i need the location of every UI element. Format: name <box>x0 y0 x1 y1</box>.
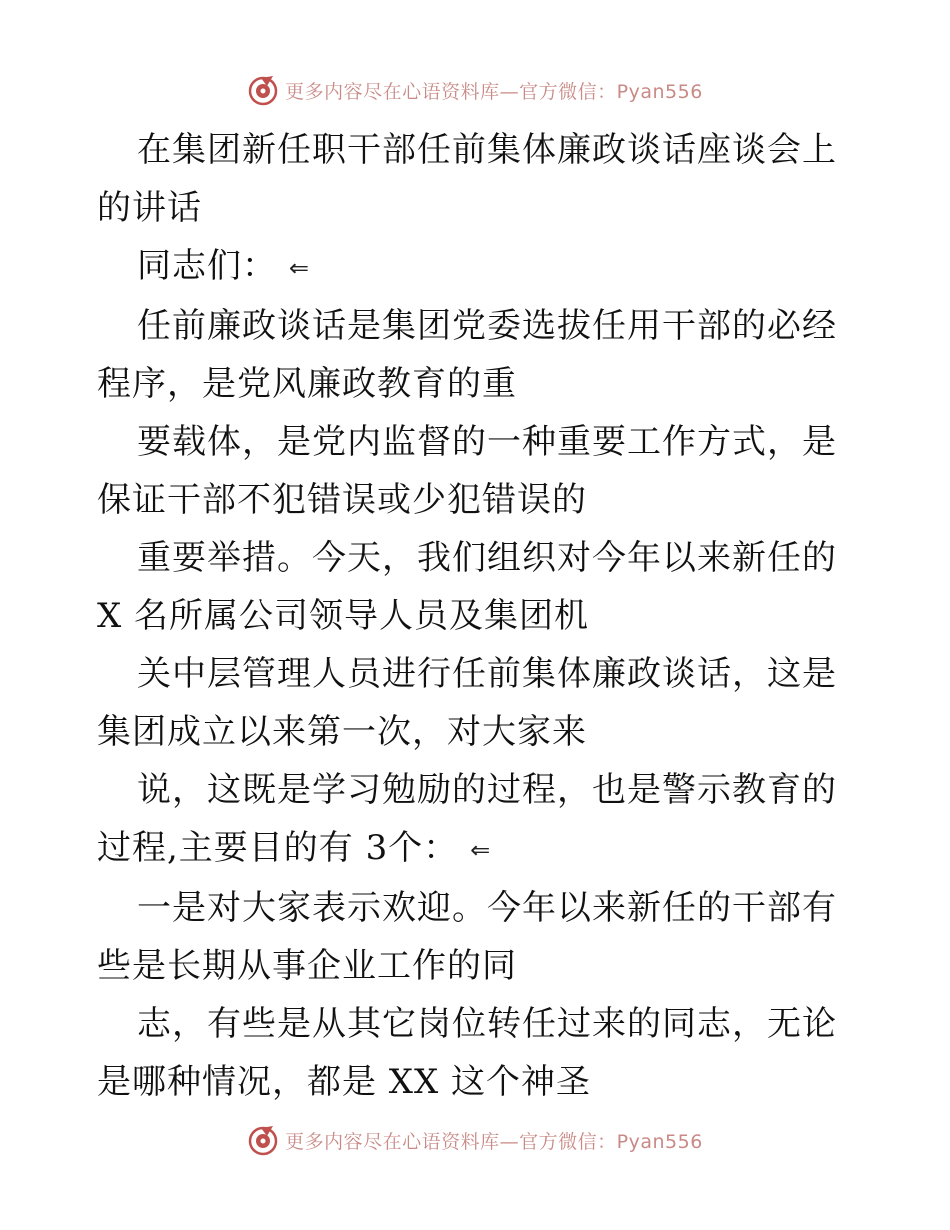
salutation: 同志们： ⇐ <box>137 246 310 286</box>
watermark-header <box>0 70 950 110</box>
paragraph: 一是对大家表示欢迎。今年以来新任的干部有些是长期从事企业工作的同 <box>97 888 837 986</box>
document-body <box>97 121 853 1111</box>
watermark-footer <box>0 1120 950 1160</box>
line-end-mark: ⇐ <box>288 254 310 282</box>
document-title: 在集团新任职干部任前集体廉政谈话座谈会上的讲话 <box>97 130 837 228</box>
paragraph: 关中层管理人员进行任前集体廉政谈话，这是集团成立以来第一次，对大家来 <box>97 654 837 752</box>
watermark-text: 更多内容尽在心语资料库—官方微信：Pyan556 <box>285 80 703 103</box>
paragraph: 任前廉政谈话是集团党委选拔任用干部的必经程序，是党风廉政教育的重 <box>97 306 837 404</box>
paragraph: 要载体，是党内监督的一种重要工作方式，是保证干部不犯错误或少犯错误的 <box>97 422 837 520</box>
pen-logo-icon <box>247 74 279 106</box>
paragraph: 说，这既是学习勉励的过程，也是警示教育的过程,主要目的有 3个： ⇐ <box>97 770 837 868</box>
pen-logo-icon <box>247 1124 279 1156</box>
paragraph: 志，有些是从其它岗位转任过来的同志，无论是哪种情况，都是 XX 这个神圣 <box>97 1004 837 1102</box>
line-end-mark: ⇐ <box>470 836 492 864</box>
watermark-text: 更多内容尽在心语资料库—官方微信：Pyan556 <box>285 1130 703 1153</box>
paragraph: 重要举措。今天，我们组织对今年以来新任的 X 名所属公司领导人员及集团机 <box>97 538 849 636</box>
